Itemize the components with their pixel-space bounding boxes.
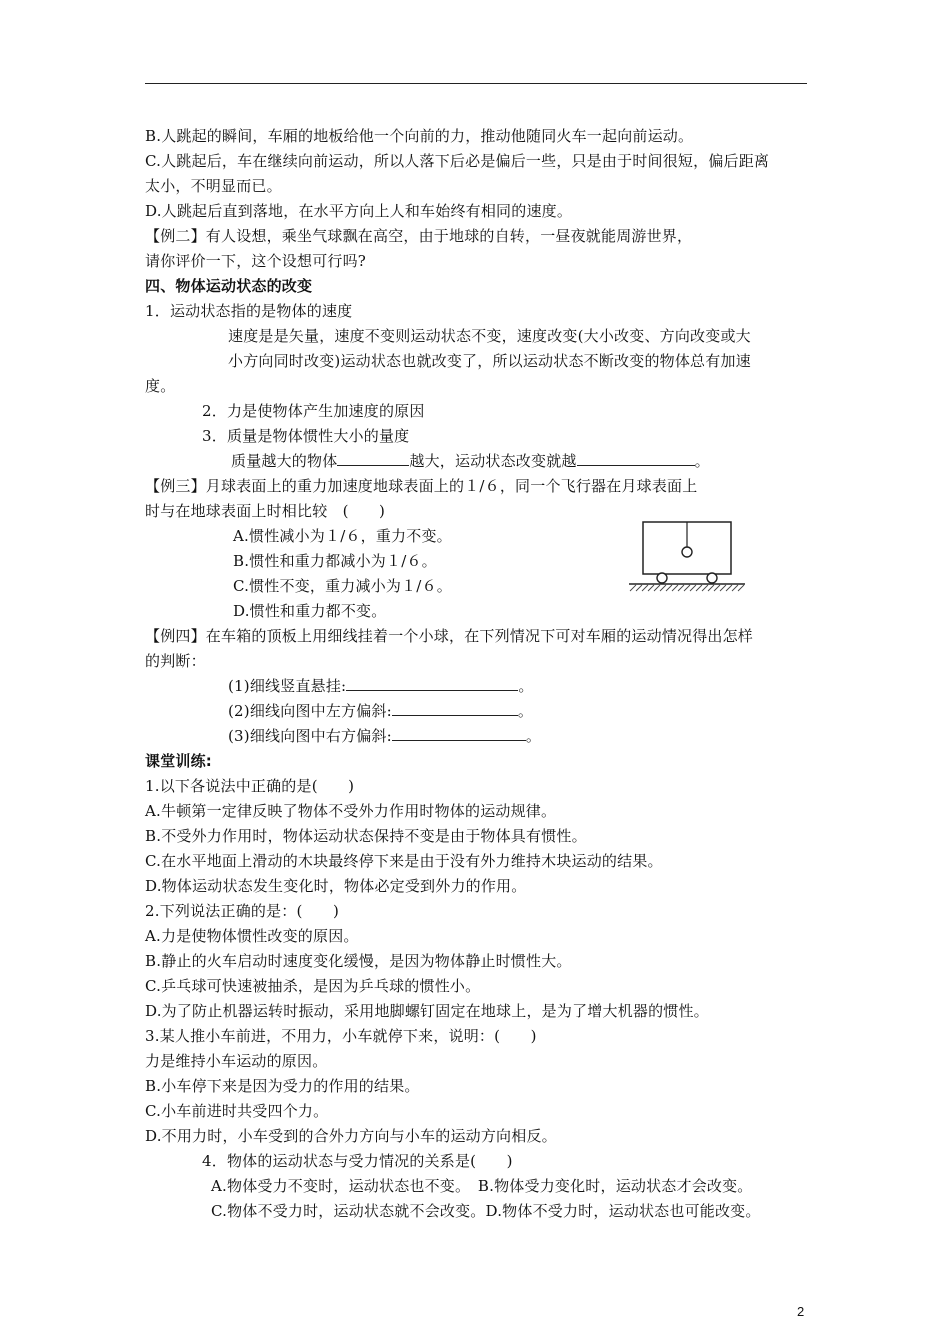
point-1-desc-cont: 小方向同时改变)运动状态也就改变了，所以运动状态不断改变的物体总有加速 xyxy=(228,352,751,370)
q4-ab: A.物体受力不变时，运动状态也不变。 B.物体受力变化时，运动状态才会改变。 xyxy=(211,1177,753,1195)
header-rule xyxy=(145,83,807,84)
ex4-case-1 xyxy=(228,676,534,696)
q3-d: D.不用力时，小车受到的合外力方向与小车的运动方向相反。 xyxy=(145,1127,557,1145)
case-3-label: (3)细线向图中右方偏斜: xyxy=(228,727,392,745)
ex3-option-d: D.惯性和重力都不变。 xyxy=(233,602,387,620)
fill-text-1: 质量越大的物体 xyxy=(231,452,338,470)
example-3-cont: 时与在地球表面上时相比较 ( ) xyxy=(145,502,386,520)
example-2-cont: 请你评价一下，这个设想可行吗? xyxy=(145,252,367,270)
q3: 3.某人推小车前进，不用力，小车就停下来，说明：( ) xyxy=(145,1027,537,1045)
q3-c: C.小车前进时共受四个力。 xyxy=(145,1102,329,1120)
q3-a: 力是维持小车运动的原因。 xyxy=(145,1052,328,1070)
option-c-cont: 太小，不明显而已。 xyxy=(145,177,282,195)
fill-text-3: 。 xyxy=(694,452,710,470)
blank-case-2[interactable] xyxy=(392,701,518,716)
point-3: 3．质量是物体惯性大小的量度 xyxy=(202,427,410,445)
fill-text-2: 越大，运动状态改变就越 xyxy=(409,452,577,470)
point-1: 1．运动状态指的是物体的速度 xyxy=(145,302,353,320)
fill-in-mass xyxy=(231,451,710,471)
q2-d: D.为了防止机器运转时振动，采用地脚螺钉固定在地球上，是为了增大机器的惯性。 xyxy=(145,1002,709,1020)
case-2-end: 。 xyxy=(517,702,534,720)
q1: 1.以下各说法中正确的是( ) xyxy=(145,777,355,795)
ex4-case-3 xyxy=(228,726,541,746)
section-heading: 四、物体运动状态的改变 xyxy=(145,277,313,295)
q2-a: A.力是使物体惯性改变的原因。 xyxy=(145,927,359,945)
blank-case-1[interactable] xyxy=(346,676,518,691)
q2-b: B.静止的火车启动时速度变化缓慢，是因为物体静止时惯性大。 xyxy=(145,952,572,970)
q1-b: B.不受外力作用时，物体运动状态保持不变是由于物体具有惯性。 xyxy=(145,827,587,845)
example-4: 【例四】在车箱的顶板上用细线挂着一个小球，在下列情况下可对车厢的运动情况得出怎样 xyxy=(145,627,754,645)
case-1-label: (1)细线竖直悬挂: xyxy=(228,677,347,695)
blank-2[interactable] xyxy=(577,451,695,466)
ex3-option-b: B.惯性和重力都减小为１/６。 xyxy=(233,552,437,570)
q4: 4．物体的运动状态与受力情况的关系是( ) xyxy=(202,1152,513,1170)
practice-heading: 课堂训练: xyxy=(145,752,212,770)
q4-cd: C.物体不受力时，运动状态就不会改变。D.物体不受力时，运动状态也可能改变。 xyxy=(211,1202,761,1220)
point-1-desc: 速度是是矢量，速度不变则运动状态不变，速度改变(大小改变、方向改变或大 xyxy=(228,327,751,345)
railcar-with-hanging-ball-icon xyxy=(626,520,748,598)
case-1-end: 。 xyxy=(518,677,534,695)
ex3-option-c: C.惯性不变，重力减小为１/６。 xyxy=(233,577,452,595)
q1-a: A.牛顿第一定律反映了物体不受外力作用时物体的运动规律。 xyxy=(145,802,557,820)
blank-1[interactable] xyxy=(337,451,409,466)
q1-d: D.物体运动状态发生变化时，物体必定受到外力的作用。 xyxy=(145,877,527,895)
point-1-desc-end: 度。 xyxy=(145,377,176,395)
q2: 2.下列说法正确的是：( ) xyxy=(145,902,340,920)
q1-c: C.在水平地面上滑动的木块最终停下来是由于没有外力维持木块运动的结果。 xyxy=(145,852,663,870)
q2-c: C.乒乓球可快速被抽杀，是因为乒乓球的惯性小。 xyxy=(145,977,481,995)
page-number: 2 xyxy=(797,1304,805,1319)
point-2: 2．力是使物体产生加速度的原因 xyxy=(202,402,425,420)
case-3-end: 。 xyxy=(525,727,542,745)
option-c: C.人跳起后，车在继续向前运动，所以人落下后必是偏后一些，只是由于时间很短，偏后距离 xyxy=(145,152,770,170)
ex3-option-a: A.惯性减小为１/６，重力不变。 xyxy=(233,527,452,545)
case-2-label: (2)细线向图中左方偏斜: xyxy=(228,702,392,720)
example-4-cont: 的判断： xyxy=(145,652,206,670)
q3-b: B.小车停下来是因为受力的作用的结果。 xyxy=(145,1077,420,1095)
option-d: D.人跳起后直到落地，在水平方向上人和车始终有相同的速度。 xyxy=(145,202,573,220)
example-2: 【例二】有人设想，乘坐气球飘在高空，由于地球的自转，一昼夜就能周游世界， xyxy=(145,227,693,245)
example-3: 【例三】月球表面上的重力加速度地球表面上的１/６，同一个飞行器在月球表面上 xyxy=(145,477,698,495)
ex4-case-2 xyxy=(228,701,533,721)
option-b: B.人跳起的瞬间，车厢的地板给他一个向前的力，推动他随同火车一起向前运动。 xyxy=(145,127,694,145)
blank-case-3[interactable] xyxy=(392,726,526,741)
